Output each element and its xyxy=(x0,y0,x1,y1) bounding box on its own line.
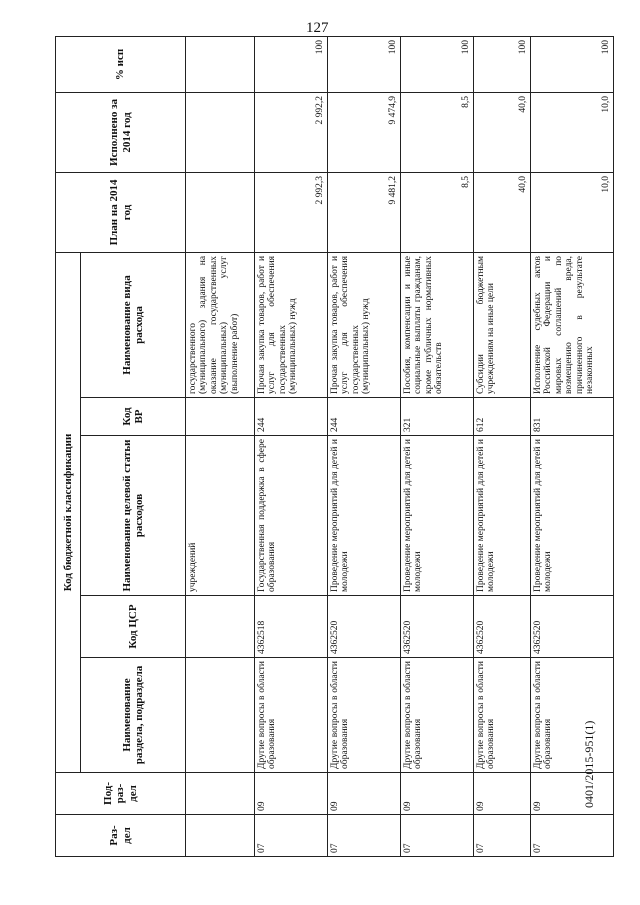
cell-razdel-name: Другие вопросы в области образования xyxy=(531,658,614,773)
cell-done: 8,5 xyxy=(401,92,474,172)
cell-plan: 8,5 xyxy=(401,172,474,252)
header-percent: % исп xyxy=(56,36,186,92)
cell-percent: 100 xyxy=(328,36,401,92)
budget-table-sheet xyxy=(55,37,613,857)
cell-vr-name: Прочая закупка товаров, работ и услуг для обеспечения государственных (муниципальных) нужд xyxy=(328,252,401,397)
cell-vr-code: 244 xyxy=(328,398,401,436)
cell-podrazdel: 09 xyxy=(401,773,474,815)
table-row xyxy=(531,36,614,856)
cell-csr-name: Проведение мероприятий для детей и молодежи xyxy=(401,436,474,596)
table-row xyxy=(401,36,474,856)
header-plan: План на 2014 год xyxy=(56,172,186,252)
cell-razdel: 07 xyxy=(531,815,614,857)
page-number: 127 xyxy=(306,20,329,36)
cell-razdel-name: Другие вопросы в области образования xyxy=(255,658,328,773)
cell-razdel-name: Другие вопросы в области образования xyxy=(328,658,401,773)
header-vr-code: Код ВР xyxy=(81,398,186,436)
cell-csr-code: 4362520 xyxy=(328,596,401,658)
cell-podrazdel: 09 xyxy=(474,773,531,815)
cell-csr-name: Проведение мероприятий для детей и молодежи xyxy=(474,436,531,596)
cell-razdel-name: Другие вопросы в области образования xyxy=(474,658,531,773)
cell-razdel-name xyxy=(186,658,255,773)
header-vr-name: Наименование вида расхода xyxy=(81,252,186,397)
cell-percent: 100 xyxy=(531,36,614,92)
cell-csr-name: учреждений xyxy=(186,436,255,596)
cell-podrazdel: 09 xyxy=(255,773,328,815)
cell-vr-name: Прочая закупка товаров, работ и услуг для обеспечения государственных (муниципальных) нужд xyxy=(255,252,328,397)
cell-razdel: 07 xyxy=(401,815,474,857)
cell-podrazdel: 09 xyxy=(328,773,401,815)
cell-csr-name: Проведение мероприятий для детей и молодежи xyxy=(328,436,401,596)
cell-done: 10,0 xyxy=(531,92,614,172)
cell-razdel: 07 xyxy=(474,815,531,857)
cell-csr-name: Государственная поддержка в сфере образования xyxy=(255,436,328,596)
rotated-table-area xyxy=(55,37,613,857)
cell-csr-code: 4362520 xyxy=(401,596,474,658)
cell-plan: 10,0 xyxy=(531,172,614,252)
header-podrazdel: Под- раз- дел xyxy=(56,773,186,815)
header-csr-code: Код ЦСР xyxy=(81,596,186,658)
cell-vr-code: 321 xyxy=(401,398,474,436)
cell-plan xyxy=(186,172,255,252)
cell-razdel: 07 xyxy=(328,815,401,857)
table-row xyxy=(255,36,328,856)
cell-csr-code xyxy=(186,596,255,658)
cell-vr-name: государственного (муниципального) задания на оказание государственных (муниципальных) услуг (выполнение работ) xyxy=(186,252,255,397)
cell-plan: 2 992,3 xyxy=(255,172,328,252)
document-code: 0401/2015-951(1) xyxy=(582,720,596,808)
cell-vr-code: 831 xyxy=(531,398,614,436)
cell-csr-code: 4362520 xyxy=(531,596,614,658)
header-done: Исполнено за 2014 год xyxy=(56,92,186,172)
cell-csr-name: Проведение мероприятий для детей и молодежи xyxy=(531,436,614,596)
budget-classification-table xyxy=(55,36,614,857)
table-group-header-row xyxy=(56,36,81,856)
header-razdel-name: Наименование раздела, подраздела xyxy=(81,658,186,773)
cell-done: 2 992,2 xyxy=(255,92,328,172)
table-row xyxy=(186,36,255,856)
cell-percent: 100 xyxy=(474,36,531,92)
cell-csr-code: 4362520 xyxy=(474,596,531,658)
cell-done xyxy=(186,92,255,172)
cell-percent: 100 xyxy=(401,36,474,92)
cell-vr-name: Субсидии бюджетным учреждениям на иные цели xyxy=(474,252,531,397)
header-csr-name: Наименование целевой статьи расходов xyxy=(81,436,186,596)
cell-vr-code: 612 xyxy=(474,398,531,436)
cell-plan: 40,0 xyxy=(474,172,531,252)
cell-vr-code xyxy=(186,398,255,436)
header-razdel: Раз- дел xyxy=(56,815,186,857)
cell-vr-name: Пособия, компенсации и иные социальные выплаты гражданам, кроме публичных нормативных обязательств xyxy=(401,252,474,397)
table-row xyxy=(474,36,531,856)
cell-done: 9 474,9 xyxy=(328,92,401,172)
cell-csr-code: 4362518 xyxy=(255,596,328,658)
cell-percent xyxy=(186,36,255,92)
cell-razdel xyxy=(186,815,255,857)
cell-vr-name: Исполнение судебных актов Российской Федерации и мировых соглашений по возмещению вреда, причиненного в результате незаконных xyxy=(531,252,614,397)
cell-percent: 100 xyxy=(255,36,328,92)
header-budget-classification: Код бюджетной классификации xyxy=(56,252,81,772)
table-row xyxy=(328,36,401,856)
cell-podrazdel xyxy=(186,773,255,815)
cell-vr-code: 244 xyxy=(255,398,328,436)
cell-razdel-name: Другие вопросы в области образования xyxy=(401,658,474,773)
cell-podrazdel: 09 xyxy=(531,773,614,815)
cell-done: 40,0 xyxy=(474,92,531,172)
cell-plan: 9 481,2 xyxy=(328,172,401,252)
cell-razdel: 07 xyxy=(255,815,328,857)
